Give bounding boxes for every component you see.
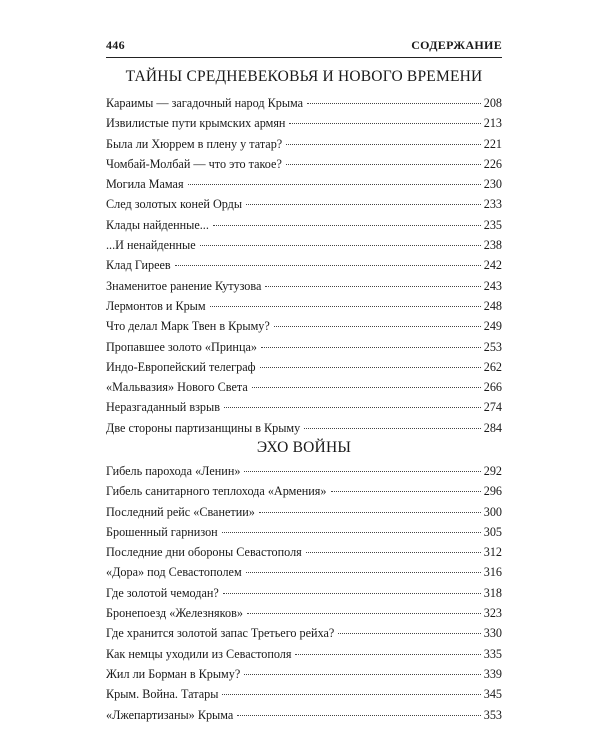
toc-entry [106, 276, 502, 296]
toc-entry [106, 377, 502, 397]
toc-entry [106, 154, 502, 174]
toc-entry-title: Что делал Марк Твен в Крыму? [106, 319, 270, 334]
dot-leader [295, 654, 480, 655]
toc-entry-title: «Мальвазия» Нового Света [106, 380, 248, 395]
toc-entry [106, 215, 502, 235]
dot-leader [246, 204, 481, 205]
toc-entry [106, 134, 502, 154]
toc-entry-page: 316 [483, 565, 502, 580]
toc-entry-page: 266 [483, 380, 502, 395]
dot-leader [252, 387, 481, 388]
toc-entry-page: 208 [483, 96, 502, 110]
toc-entry-page: 253 [483, 339, 502, 354]
toc-entry-title: Последние дни обороны Севастополя [106, 545, 302, 560]
dot-leader [289, 123, 480, 124]
toc-entry-page: 305 [483, 524, 502, 539]
toc-entry [106, 93, 502, 113]
dot-leader [244, 471, 480, 472]
toc-entry [106, 583, 502, 603]
toc-entry-page: 213 [483, 116, 502, 131]
toc-entry-title: Лермонтов и Крым [106, 298, 206, 313]
toc-entry-page: 230 [483, 177, 502, 192]
toc-entry-title: Клад Гиреев [106, 258, 171, 273]
toc-entry-page: 353 [483, 707, 502, 722]
toc-entry-page: 312 [483, 545, 502, 560]
dot-leader [175, 265, 481, 266]
dot-leader [213, 225, 481, 226]
dot-leader [274, 326, 481, 327]
toc-entry-title: Караимы — загадочный народ Крыма [106, 96, 304, 110]
toc-entry-title: Извилистые пути крымских армян [106, 116, 286, 131]
dot-leader [261, 347, 481, 348]
toc-entry [106, 481, 502, 501]
toc-entry-title: Бронепоезд «Железняков» [106, 606, 243, 621]
toc-entry-page: 226 [483, 156, 502, 171]
toc-entry [106, 664, 502, 684]
toc-entry-title: Клады найденные... [106, 217, 209, 232]
toc-entry [106, 705, 502, 725]
toc-entry-title: След золотых коней Орды [106, 197, 243, 212]
toc-entry [106, 522, 502, 542]
dot-leader [222, 532, 481, 533]
dot-leader [265, 286, 480, 287]
dot-leader [259, 512, 481, 513]
dot-leader [338, 633, 480, 634]
toc-entry-page: 318 [483, 585, 502, 600]
toc-entry-title: ...И ненайденные [106, 238, 196, 253]
dot-leader [224, 407, 481, 408]
toc-entry-page: 345 [483, 687, 502, 702]
toc-entry [106, 562, 502, 582]
header-rule [106, 57, 502, 58]
dot-leader [237, 715, 480, 716]
toc-entry-page: 243 [483, 278, 502, 293]
dot-leader [188, 184, 481, 185]
toc-entry-page: 248 [483, 298, 502, 313]
dot-leader [247, 613, 481, 614]
toc-entry [106, 397, 502, 417]
toc-list [106, 461, 502, 725]
toc-entry [106, 603, 502, 623]
toc-list [106, 93, 502, 438]
toc-entry-title: Пропавшее золото «Принца» [106, 339, 257, 354]
toc-entry [106, 337, 502, 357]
running-head [106, 38, 502, 53]
dot-leader [304, 428, 481, 429]
toc-entry-page: 296 [483, 484, 502, 499]
toc-entry [106, 644, 502, 664]
toc-entry-page: 262 [483, 359, 502, 374]
toc-entry-title: «Дора» под Севастополем [106, 565, 242, 580]
toc-entry [106, 461, 502, 481]
dot-leader [244, 674, 480, 675]
toc-entry [106, 194, 502, 214]
section-title: ЭХО ВОЙНЫ [256, 439, 352, 456]
toc-entry-page: 339 [483, 666, 502, 681]
toc-entry-title: Могила Мамая [106, 177, 184, 192]
toc-entry-title: Последний рейс «Сванетии» [106, 504, 255, 519]
toc-entry-title: Была ли Хюррем в плену у татар? [106, 136, 283, 151]
dot-leader [331, 491, 481, 492]
toc-entry-page: 238 [483, 238, 502, 253]
toc-entry [106, 418, 502, 438]
toc-entry [106, 684, 502, 704]
toc-entry-title: Индо-Европейский телеграф [106, 359, 256, 374]
toc-entry-title: Брошенный гарнизон [106, 524, 218, 539]
dot-leader [306, 552, 481, 553]
toc-entry-page: 274 [483, 400, 502, 415]
section-title: ТАЙНЫ СРЕДНЕВЕКОВЬЯ И НОВОГО ВРЕМЕНИ [125, 68, 483, 85]
toc-entry-page: 249 [483, 319, 502, 334]
toc-entry [106, 174, 502, 194]
toc-entry-title: Гибель парохода «Ленин» [106, 464, 241, 478]
dot-leader [246, 572, 481, 573]
dot-leader [286, 164, 481, 165]
dot-leader [210, 306, 481, 307]
toc-entry [106, 623, 502, 643]
toc-entry-page: 300 [483, 504, 502, 519]
toc-entry-page: 233 [483, 197, 502, 212]
toc-entry-title: Крым. Война. Татары [106, 687, 219, 702]
toc-entry-page: 284 [483, 420, 502, 435]
toc-entry-title: Чомбай-Молбай — что это такое? [106, 156, 282, 171]
toc-entry-page: 235 [483, 217, 502, 232]
toc-entry-page: 221 [483, 136, 502, 151]
toc-entry [106, 255, 502, 275]
toc-entry-title: «Лжепартизаны» Крыма [106, 707, 234, 722]
toc-entry-title: Где хранится золотой запас Третьего рейха? [106, 626, 335, 641]
running-title: СОДЕРЖАНИЕ [411, 38, 502, 52]
toc-entry [106, 357, 502, 377]
toc-entry [106, 316, 502, 336]
dot-leader [286, 144, 481, 145]
toc-entry-page: 323 [483, 606, 502, 621]
toc-entry-title: Гибель санитарного теплохода «Армения» [106, 484, 327, 499]
dot-leader [223, 593, 481, 594]
dot-leader [307, 103, 481, 104]
toc-entry [106, 235, 502, 255]
dot-leader [222, 694, 480, 695]
toc-entry-title: Как немцы уходили из Севастополя [106, 646, 292, 661]
toc-entry-page: 335 [483, 646, 502, 661]
toc-entry-page: 292 [483, 464, 502, 478]
toc-entry-page: 330 [483, 626, 502, 641]
toc-entry [106, 296, 502, 316]
toc-entry [106, 502, 502, 522]
toc-entry [106, 542, 502, 562]
page-number: 446 [106, 38, 125, 52]
toc-entry-title: Знаменитое ранение Кутузова [106, 278, 262, 293]
toc-entry-title: Где золотой чемодан? [106, 585, 219, 600]
toc-entry [106, 113, 502, 133]
dot-leader [260, 367, 481, 368]
toc-entry-title: Две стороны партизанщины в Крыму [106, 420, 301, 435]
toc-entry-title: Неразгаданный взрыв [106, 400, 220, 415]
dot-leader [200, 245, 481, 246]
toc-entry-title: Жил ли Борман в Крыму? [106, 666, 241, 681]
toc-entry-page: 242 [483, 258, 502, 273]
